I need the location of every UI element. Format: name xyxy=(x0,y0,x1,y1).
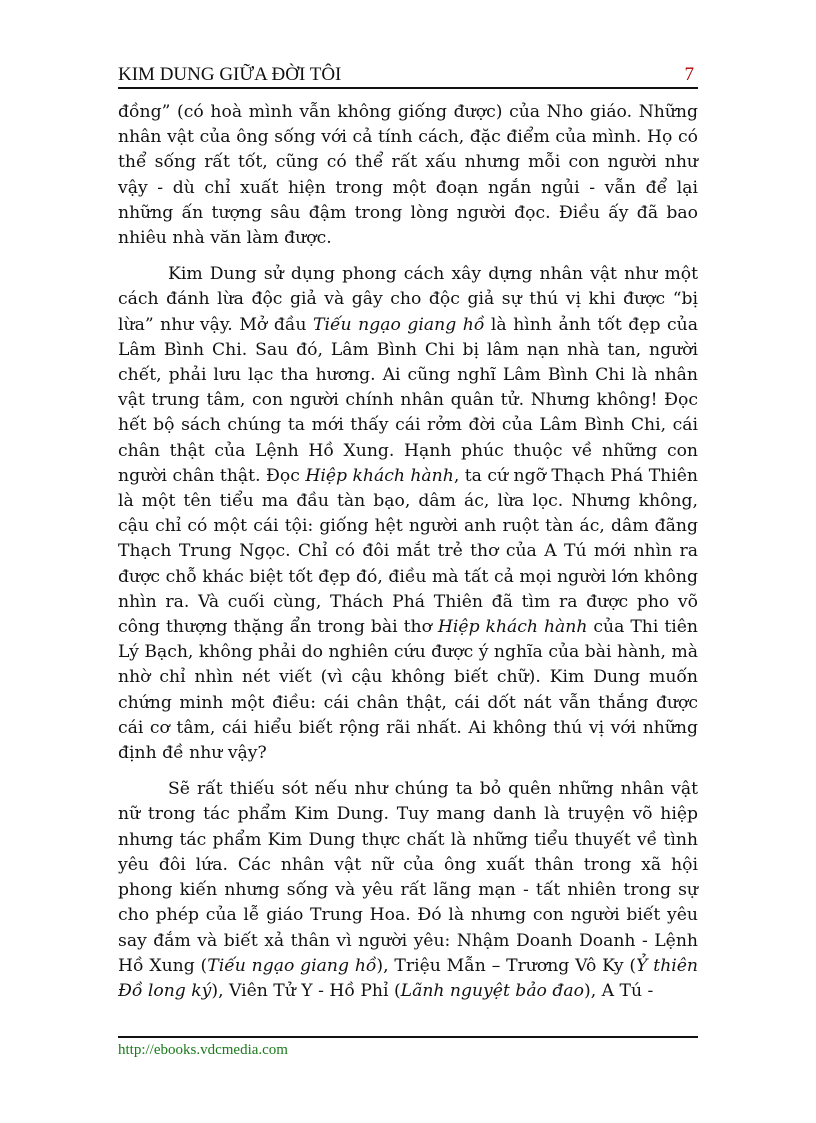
paragraph xyxy=(118,100,698,251)
text-run: của Thi tiên Lý Bạch, không phải do nghiên cứu được ý nghĩa của bài hành, mà nhờ chỉ nhìn nét viết (vì cậu không biết chữ). Kim Dung muốn chứng minh một điều: cái chân thật, cái dốt nát vẫn thắng được cái cơ tâm, cái hiểu biết rộng rãi nhất. Ai không thú vị với những định đề như vậy? xyxy=(118,617,698,764)
page-number: 7 xyxy=(684,64,694,85)
text-run: đồng” (có hoà mình vẫn không giống được) của Nho giáo. Những nhân vật của ông sống với cả tính cách, đặc điểm của mình. Họ có thể sống rất tốt, cũng có thể rất xấu nhưng mỗi con người như vậy - dù chỉ xuất hiện trong một đoạn ngắn ngủi - vẫn để lại những ấn tượng sâu đậm trong lòng người đọc. Điều ấy đã bao nhiêu nhà văn làm được. xyxy=(118,102,698,249)
running-title: KIM DUNG GIỮA ĐỜI TÔI xyxy=(118,64,342,85)
paragraph xyxy=(118,777,698,1004)
footer-rule xyxy=(118,1036,698,1038)
text-run: Sẽ rất thiếu sót nếu như chúng ta bỏ quên những nhân vật nữ trong tác phẩm Kim Dung. Tuy mang danh là truyện võ hiệp nhưng tác phẩm Kim Dung thực chất là những tiểu thuyết về tình yêu đôi lứa. Các nhân vật nữ của ông xuất thân trong xã hội phong kiến nhưng sống và yêu rất lãng mạn - tất nhiên trong sự cho phép của lễ giáo Trung Hoa. Đó là nhưng con người biết yêu say đắm và biết xả thân vì người yêu: Nhậm Doanh Doanh - Lệnh Hồ Xung ( xyxy=(118,779,698,976)
book-title: Tiếu ngạo giang hồ xyxy=(313,314,485,335)
text-run: ), A Tú - xyxy=(583,980,654,1001)
body-text xyxy=(118,100,698,1015)
footer-link[interactable]: http://ebooks.vdcmedia.com xyxy=(118,1042,288,1058)
paragraph xyxy=(118,262,698,766)
page-header xyxy=(118,58,698,86)
text-run: ), Viên Tử Y - Hồ Phỉ ( xyxy=(211,980,401,1001)
text-run: là hình ảnh tốt đẹp của Lâm Bình Chi. Sau đó, Lâm Bình Chi bị lâm nạn nhà tan, người chết, phải lưu lạc tha hương. Ai cũng nghĩ Lâm Bình Chi là nhân vật trung tâm, con người chính nhân quân tử. Nhưng không! Đọc hết bộ sách chúng ta mới thấy cái rởm đời của Lâm Bình Chi, cái chân thật của Lệnh Hồ Xung. Hạnh phúc thuộc về những con người chân thật. Đọc xyxy=(118,314,698,486)
text-run: , ta cứ ngỡ Thạch Phá Thiên là một tên tiểu ma đầu tàn bạo, dâm ác, lừa lọc. Nhưng không, cậu chỉ có một cái tội: giống hệt người anh ruột tàn ác, dâm đãng Thạch Trung Ngọc. Chỉ có đôi mắt trẻ thơ của A Tú mới nhìn ra được chỗ khác biệt tốt đẹp đó, điều mà tất cả mọi người lớn không nhìn ra. Và cuối cùng, Thách Phá Thiên đã tìm ra được pho võ công thượng thặng ẩn trong bài thơ xyxy=(118,465,698,638)
book-title: Hiệp khách hành xyxy=(305,465,454,486)
text-run: Kim Dung sử dụng phong cách xây dựng nhân vật như một cách đánh lừa độc giả và gây cho độc giả sự thú vị khi được “bị lừa” như vậy. Mở đầu xyxy=(118,264,698,335)
book-title: Tiếu ngạo giang hồ xyxy=(207,955,377,976)
book-title: Hiệp khách hành xyxy=(437,617,588,638)
book-title: Ỷ thiên Đồ long ký xyxy=(118,955,698,1001)
header-rule xyxy=(118,87,698,89)
book-title: Lãnh nguyệt bảo đao xyxy=(400,980,584,1001)
text-run: ), Triệu Mẫn – Trương Vô Ky ( xyxy=(376,955,637,976)
